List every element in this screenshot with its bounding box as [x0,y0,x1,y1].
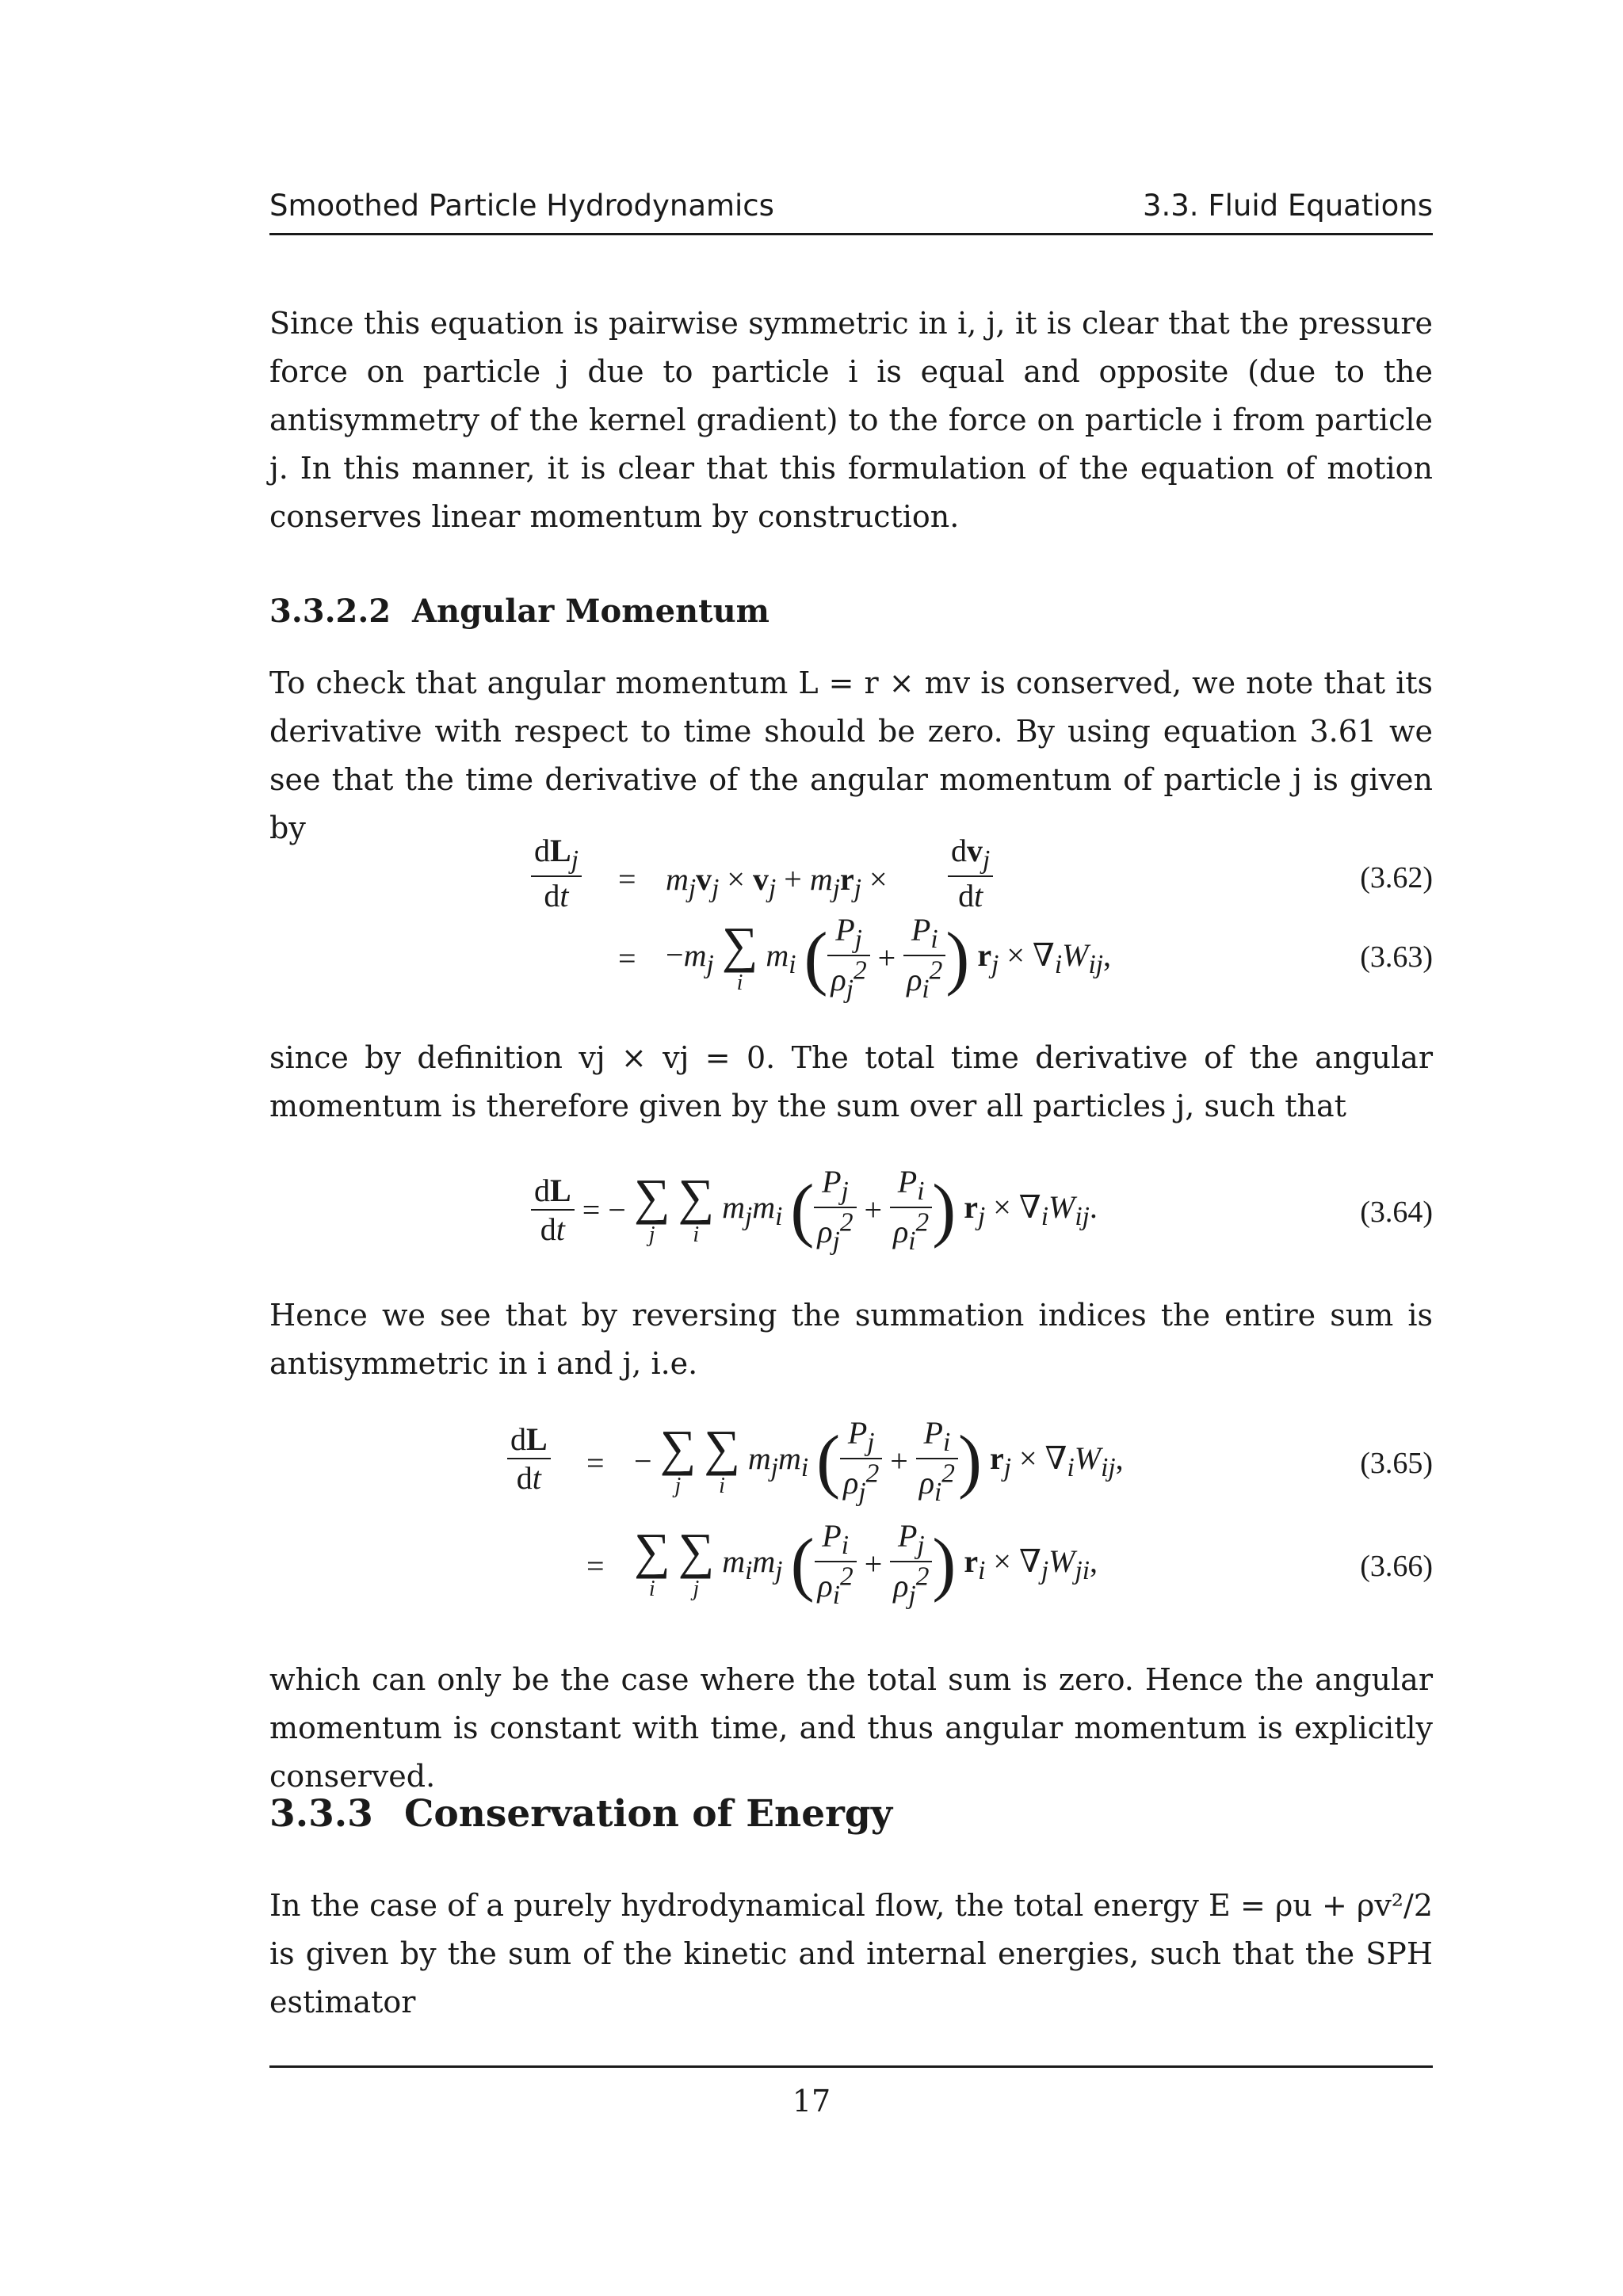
section-number: 3.3.3 [269,1792,373,1836]
equation-number: (3.63) [1360,940,1433,974]
section-title: Conservation of Energy [404,1792,893,1836]
header-section: 3.3. Fluid Equations [1142,189,1433,223]
page-number: 17 [792,2084,831,2119]
paragraph-definition: since by definition vj × vj = 0. The total time derivative of the angular momentum is therefore given by the sum over all particles j, such that [269,1040,1433,1123]
paragraph-angular-intro: To check that angular momentum L = r × mv is conserved, we note that its derivative with respect to time should be zero. By using equation 3.61 we see that the time derivative of the angular momentum of particle j is given by [269,666,1433,845]
equation-3-62: $dL_j$ dt = $m_jv_j \times v_j + m_jr_j$ × $dv_j$ dt (3.62) [269,832,1433,911]
equation-number: (3.62) [1360,861,1433,894]
paragraph-antisymmetric: Hence we see that by reversing the summation indices the entire sum is antisymmetric in i and j, i.e. [269,1298,1433,1381]
equation-3-63: = $-m_j$ ∑ i $m_i$ ( $\frac{P_j}{\rho_j^2}$ + $\frac{P_i}{\rho_i^2}$ ) $r_j \times \nabla_iW_{ij}$, (3.63) [618,912,1433,1005]
paragraph-conclusion: which can only be the case where the total sum is zero. Hence the angular momentum is constant with time, and thus angular momentum is explicitly conserved. [269,1662,1433,1794]
subsection-heading [269,593,769,630]
section-heading [269,1792,892,1836]
subsection-number: 3.3.2.2 [269,593,391,630]
running-header [269,189,1433,235]
paragraph-energy: In the case of a purely hydrodynamical flow, the total energy E = ρu + ρv²/2 is given by the sum of the kinetic and internal energies, such that the SPH estimator [269,1888,1433,2019]
equation-number: (3.65) [1360,1447,1433,1480]
equation-3-65: $\frac{dL}{dt}$ = − ∑ j ∑ i $m_jm_i$ ( $\frac{P_j}{\rho_j^2}$ + $\frac{P_i}{\rho_i^2}$ ) $r_j \times \nabla_iW_{ij}$, (3.65) [269,1414,1433,1517]
header-title: Smoothed Particle Hydrodynamics [269,189,774,223]
dLj-dt-fraction: $dL_j$ dt [531,832,582,914]
subsection-title: Angular Momentum [412,593,769,630]
equation-number: (3.66) [1360,1550,1433,1583]
equation-3-66: = ∑ i ∑ j $m_im_j$ ( $\frac{P_i}{\rho_i^2}$ + $\frac{P_j}{\rho_j^2}$ ) $r_i \times \nabla_jW_{ji}$, (3.66) [586,1518,1433,1611]
footer-rule [269,2065,1433,2068]
equation-number: (3.64) [1360,1196,1433,1229]
equation-3-64: $\frac{dL}{dt}$ = − ∑ j ∑ i $m_jm_i$ ( $\frac{P_j}{\rho_j^2}$ + $\frac{P_i}{\rho_i^2}$ ) $r_j \times \nabla_iW_{ij}$. (3.64) [269,1157,1433,1268]
paragraph-linear-momentum: Since this equation is pairwise symmetric in i, j, it is clear that the pressure force on particle j due to particle i is equal and opposite (due to the antisymmetry of the kernel gradient) to the force on particle i from particle j. In this manner, it is clear that this formulation of the equation of motion conserves linear momentum by construction. [269,306,1433,534]
